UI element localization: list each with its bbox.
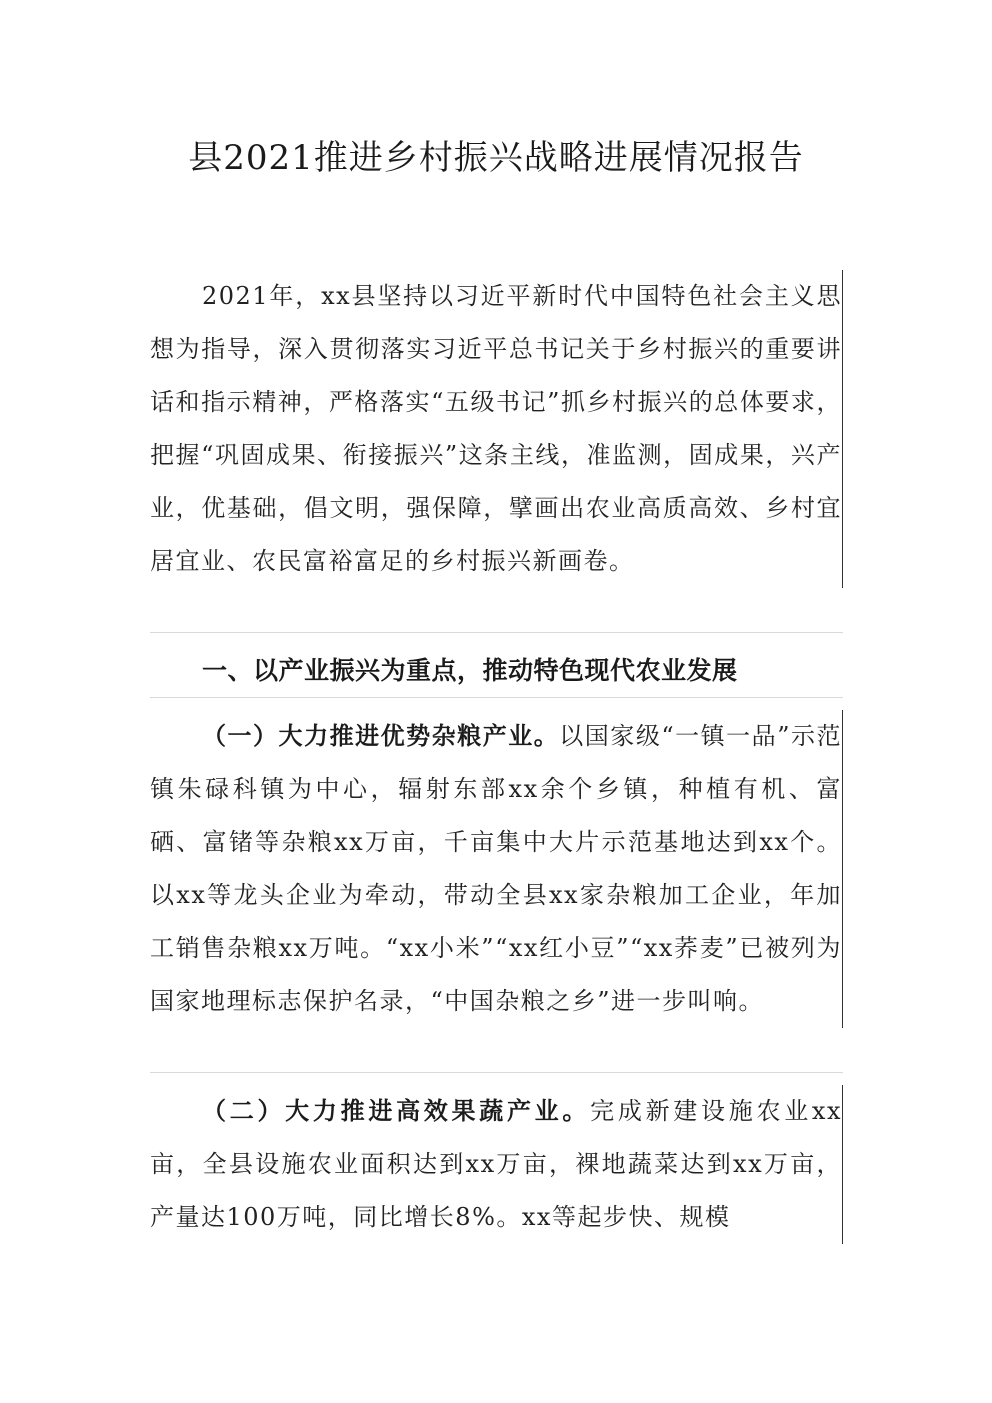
- item-1-lead: （一）大力推进优势杂粮产业。: [202, 722, 560, 750]
- item-2-paragraph: [150, 1085, 842, 1244]
- section-heading: 一、以产业振兴为重点，推动特色现代农业发展: [202, 656, 738, 685]
- document-title: 县2021推进乡村振兴战略进展情况报告: [188, 138, 804, 178]
- item-2-paragraph-block: [150, 1085, 843, 1244]
- item-1-paragraph: [150, 710, 842, 1028]
- intro-paragraph: 2021年，xx县坚持以习近平新时代中国特色社会主义思想为指导，深入贯彻落实习近平总书记关于乡村振兴的重要讲话和指示精神，严格落实“五级书记”抓乡村振兴的总体要求，把握“巩固成果、衔接振兴”这条主线，准监测，固成果，兴产业，优基础，倡文明，强保障，擘画出农业高质高效、乡村宜居宜业、农民富裕富足的乡村振兴新画卷。: [150, 282, 842, 575]
- item-1-text: 以国家级“一镇一品”示范镇朱碌科镇为中心，辐射东部xx余个乡镇，种植有机、富硒、富锗等杂粮xx万亩，千亩集中大片示范基地达到xx个。以xx等龙头企业为牵动，带动全县xx家杂粮加工企业，年加工销售杂粮xx万吨。“xx小米”“xx红小豆”“xx荞麦”已被列为国家地理标志保护名录，“中国杂粮之乡”进一步叫响。: [150, 722, 843, 1015]
- divider: [150, 1072, 843, 1073]
- item-2-text: 完成新建设施农业xx亩，全县设施农业面积达到xx万亩，裸地蔬菜达到xx万亩，产量达100万吨，同比增长8%。xx等起步快、规模: [150, 1097, 843, 1231]
- divider: [150, 632, 843, 633]
- item-2-lead: （二）大力推进高效果蔬产业。: [202, 1097, 591, 1125]
- divider: [150, 697, 843, 698]
- item-1-paragraph-block: [150, 710, 843, 1028]
- intro-paragraph-block: [150, 270, 843, 588]
